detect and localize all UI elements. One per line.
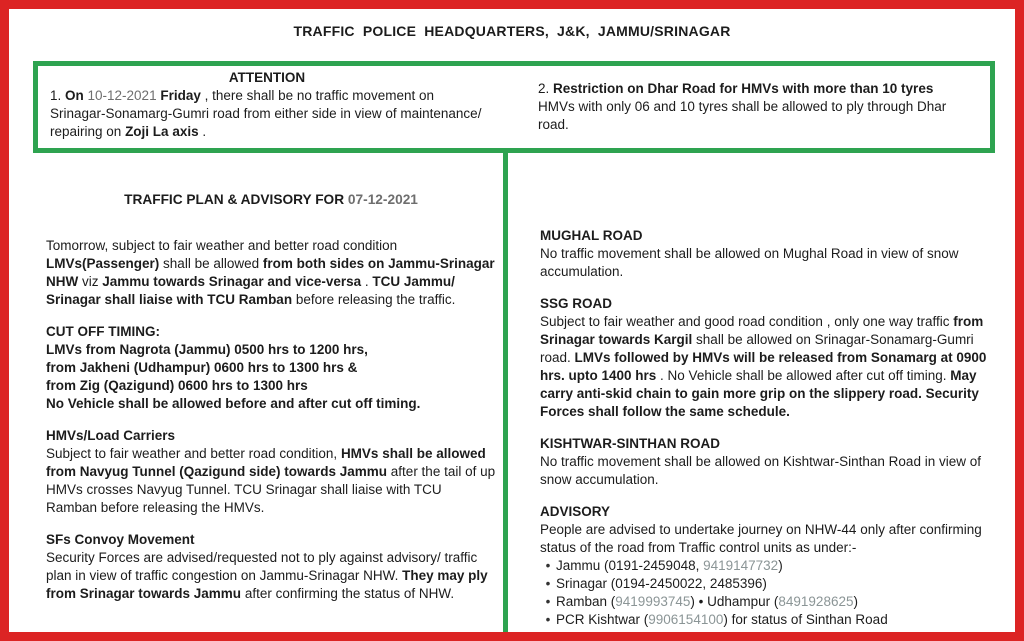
left-column	[46, 191, 496, 617]
hmv-section-heading: HMVs/Load Carriers	[46, 428, 176, 443]
advisory-intro	[540, 521, 998, 557]
advisory-heading: ADVISORY	[540, 504, 611, 519]
bullet-marker: •	[545, 576, 551, 591]
text-segment: 9419993745	[615, 594, 691, 609]
contact-pcr-kishtwar	[556, 611, 998, 629]
green-column-divider	[503, 153, 508, 641]
page-title: TRAFFIC POLICE HEADQUARTERS, J&K, JAMMU/SRINAGAR	[293, 23, 731, 39]
text-segment: ) • Udhampur (	[690, 594, 779, 609]
list-item	[540, 575, 998, 593]
text-segment: Ramban (	[556, 594, 616, 609]
text-segment: Jammu towards Srinagar and vice-versa	[102, 274, 362, 289]
attention-item-2	[538, 80, 968, 134]
traffic-control-units-list	[540, 557, 998, 629]
text-segment: , there shall be no traffic movement on Srinagar-Sonamarg-Gumri road from either side in view of maintenance/ repairing on	[50, 88, 482, 139]
text-segment: TCU Jammu/ Srinagar shall liaise with TCU Ramban	[46, 274, 455, 307]
text-segment: 9906154100	[648, 612, 724, 627]
mughal-road-heading: MUGHAL ROAD	[540, 228, 643, 243]
cutoff-line: No Vehicle shall be allowed before and after cut off timing.	[46, 396, 421, 411]
contact-srinagar	[556, 575, 998, 593]
text-segment: Zoji La axis	[125, 124, 199, 139]
text-segment: Srinagar (0194-2450022, 2485396)	[556, 576, 767, 591]
cutoff-line: LMVs from Nagrota (Jammu) 0500 hrs to 1200 hrs,	[46, 342, 368, 357]
text-segment: May carry anti-skid chain to gain more grip on the slippery road. Security Forces shall follow the same schedule.	[540, 368, 979, 419]
attention-heading: ATTENTION	[228, 70, 306, 85]
ssg-road-heading: SSG ROAD	[540, 296, 613, 311]
text-segment: Security Forces are advised/requested not to ply against advisory/ traffic plan in view of traffic congestion on Jammu-Srinagar NHW.	[46, 550, 478, 583]
text-segment: from both sides on Jammu-Srinagar NHW	[46, 256, 495, 289]
text-segment: They may ply from Srinagar towards Jammu	[46, 568, 488, 601]
sf-convoy-body	[46, 549, 496, 603]
text-segment: before releasing the traffic.	[292, 292, 456, 307]
plan-intro-paragraph	[46, 237, 496, 309]
ssg-road-body	[540, 313, 998, 421]
sf-convoy-heading: SFs Convoy Movement	[46, 532, 195, 547]
text-segment: Subject to fair weather and better road condition,	[46, 446, 341, 461]
text-segment: 9419147732	[703, 558, 779, 573]
text-segment: 07-12-2021	[347, 192, 418, 207]
text-segment: TRAFFIC PLAN & ADVISORY FOR	[124, 192, 348, 207]
text-segment: from Srinagar towards Kargil	[540, 314, 984, 347]
right-column	[540, 227, 998, 629]
attention-left-column	[38, 66, 490, 148]
text-segment: shall be allowed	[159, 256, 263, 271]
text-segment: 10-12-2021	[87, 88, 157, 103]
text-segment: HMVs with only 06 and 10 tyres shall be allowed to ply through Dhar road.	[538, 99, 947, 132]
cutoff-line: from Zig (Qazigund) 0600 hrs to 1300 hrs	[46, 378, 308, 393]
hmv-section-body	[46, 445, 496, 517]
kishtwar-road-body	[540, 453, 998, 489]
text-segment: 8491928625	[778, 594, 854, 609]
cutoff-timing-lines	[46, 341, 496, 413]
text-segment: No traffic movement shall be allowed on Kishtwar-Sinthan Road in view of snow accumulation.	[540, 454, 981, 487]
text-segment: ) for status of Sinthan Road	[723, 612, 888, 627]
mughal-road-body	[540, 245, 998, 281]
attention-box	[33, 61, 995, 153]
text-segment: .	[198, 124, 207, 139]
text-segment: 2.	[538, 81, 554, 96]
text-segment: Tomorrow, subject to fair weather and better road condition	[46, 238, 398, 253]
contact-ramban-udhampur	[556, 593, 998, 611]
attention-item-1	[50, 87, 484, 141]
bullet-marker: •	[545, 558, 551, 573]
cutoff-line: from Jakheni (Udhampur) 0600 hrs to 1300 hrs &	[46, 360, 358, 375]
text-segment: .	[361, 274, 373, 289]
text-segment: )	[778, 558, 783, 573]
text-segment: after confirming the status of NHW.	[241, 586, 455, 601]
cutoff-timing-heading: CUT OFF TIMING:	[46, 324, 160, 339]
text-segment: . No Vehicle shall be allowed after cut off timing.	[656, 368, 951, 383]
text-segment: viz	[78, 274, 103, 289]
text-segment: Friday	[160, 88, 201, 103]
text-segment: LMVs(Passenger)	[46, 256, 160, 271]
text-segment: Subject to fair weather and good road condition , only one way traffic	[540, 314, 954, 329]
text-segment: shall be allowed on Srinagar-Sonamarg-Gumri road.	[540, 332, 974, 365]
text-segment: 1.	[50, 88, 66, 103]
list-item	[540, 611, 998, 629]
text-segment: Restriction on Dhar Road for HMVs with more than 10 tyres	[553, 81, 934, 96]
bullet-marker: •	[545, 612, 551, 627]
attention-right-column	[538, 66, 968, 148]
list-item	[540, 593, 998, 611]
text-segment: People are advised to undertake journey on NHW-44 only after confirming status of the road from Traffic control units as under:-	[540, 522, 982, 555]
contact-jammu	[556, 557, 998, 575]
text-segment: HMVs shall be allowed from Navyug Tunnel (Qazigund side) towards Jammu	[46, 446, 486, 479]
text-segment: On	[65, 88, 88, 103]
text-segment: after the tail of up HMVs crosses Navyug Tunnel. TCU Srinagar shall liaise with TCU Ramban before releasing the HMVs.	[46, 464, 496, 515]
bullet-marker: •	[545, 594, 551, 609]
text-segment: No traffic movement shall be allowed on Mughal Road in view of snow accumulation.	[540, 246, 959, 279]
text-segment: Jammu (0191-2459048,	[556, 558, 704, 573]
text-segment: LMVs followed by HMVs will be released from Sonamarg at 0900 hrs. upto 1400 hrs	[540, 350, 987, 383]
text-segment: PCR Kishtwar (	[556, 612, 649, 627]
traffic-plan-heading	[46, 191, 496, 209]
list-item	[540, 557, 998, 575]
kishtwar-road-heading: KISHTWAR-SINTHAN ROAD	[540, 436, 720, 451]
text-segment: )	[853, 594, 858, 609]
